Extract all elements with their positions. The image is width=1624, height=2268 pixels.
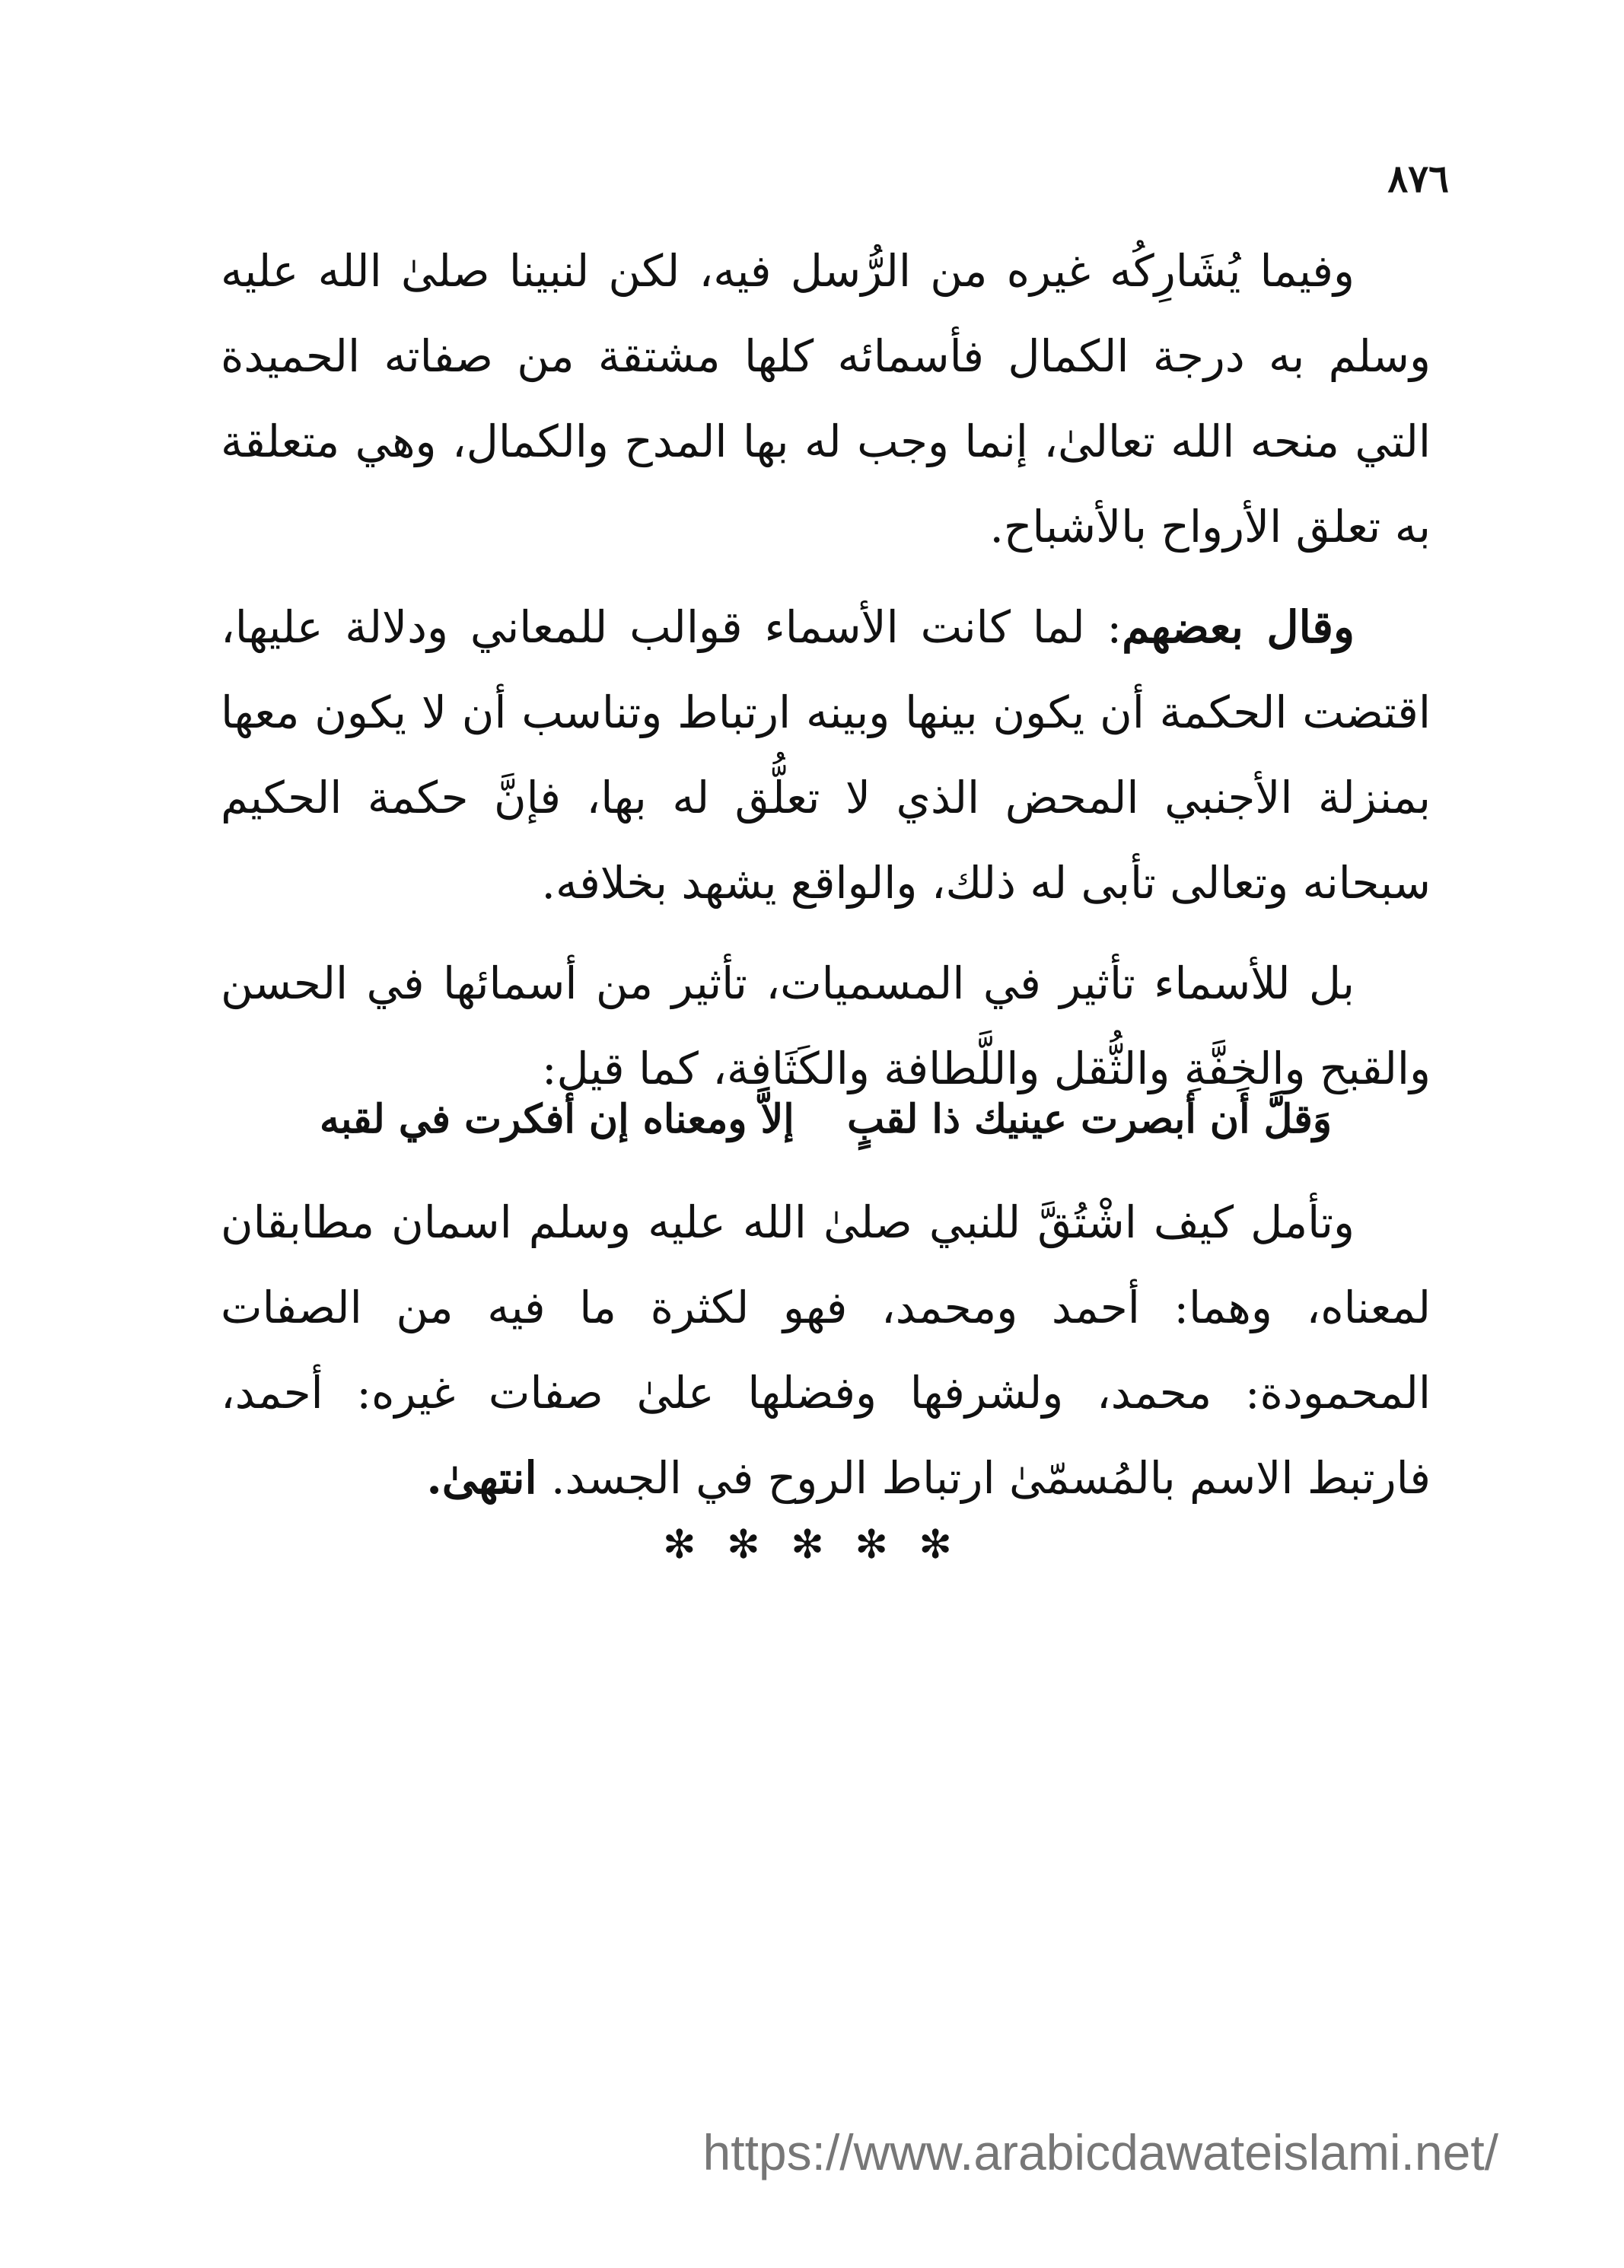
main-text-top — [221, 228, 1431, 1126]
verse-first-hemistich: وَقلَّ أن أبصرت عينيك ذا لقبٍ — [847, 1096, 1332, 1142]
paragraph-text: بل للأسماء تأثير في المسميات، تأثير من أسمائها في الحسن والقبح والخِفَّةِ والثُّقل واللَّطافة والكَثَافة، كما قيل: — [221, 957, 1431, 1094]
watermark-url: https://www.arabicdawateislami.net/ — [702, 2124, 1498, 2180]
paragraph-text: : لما كانت الأسماء قوالب للمعاني ودلالة عليها، اقتضت الحكمة أن يكون بينها وبينه ارتباط وتناسب أن لا يكون معها بمنزلة الأجنبي المحض الذي لا تعلُّق له بها، فإنَّ حكمة الحكيم سبحانه وتعالى تأبى له ذلك، والواقع يشهد بخلافه. — [221, 601, 1431, 909]
main-text-bottom — [221, 1180, 1431, 1536]
paragraph-text: وفيما يُشَارِكُه غيره من الرُّسل فيه، لكن لنبينا صلىٰ الله عليه وسلم به درجة الكمال فأسمائه كلها مشتقة من صفاته الحميدة التي منحه الله تعالىٰ، إنما وجب له بها المدح والكمال، وهي متعلقة به تعلق الأرواح بالأشباح. — [221, 245, 1431, 553]
verse-second-hemistich: إلاَّ ومعناه إن أفكرت في لقبه — [320, 1096, 794, 1142]
paragraph — [221, 228, 1431, 569]
section-separator: ✻ ✻ ✻ ✻ ✻ — [663, 1522, 961, 1568]
paragraph — [221, 585, 1431, 925]
page-number: ٨٧٦ — [1387, 156, 1449, 201]
paragraph-text: وتأمل كيف اشْتُقَّ للنبي صلىٰ الله عليه وسلم اسمان مطابقان لمعناه، وهما: أحمد ومحمد، فهو لكثرة ما فيه من الصفات المحمودة: محمد، ولشرفها وفضلها علىٰ صفات غيره: أحمد، فارتبط الاسم بالمُسمّىٰ ارتباط الروح في الجسد. — [221, 1196, 1431, 1504]
paragraph-bold-tail: انتهىٰ. — [426, 1452, 537, 1504]
paragraph — [221, 941, 1431, 1111]
poetry-verse — [221, 1096, 1431, 1142]
paragraph-bold-lead: وقال بعضهم — [1122, 601, 1355, 653]
paragraph — [221, 1180, 1431, 1521]
